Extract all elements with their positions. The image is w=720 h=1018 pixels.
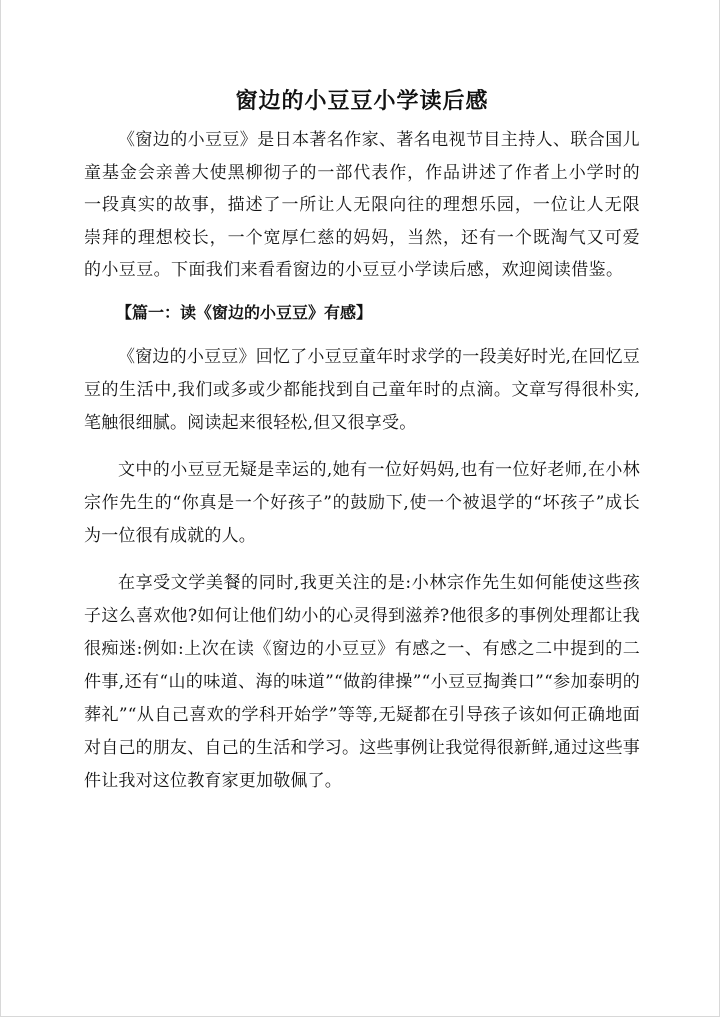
intro-paragraph: 《窗边的小豆豆》是日本著名作家、著名电视节目主持人、联合国儿童基金会亲善大使黑柳彻子的一部代表作，作品讲述了作者上小学时的一段真实的故事，描述了一所让人无限向往的理想乐园，一位让人无限崇拜的理想校长，一个宽厚仁慈的妈妈，当然，还有一个既淘气又可爱的小豆豆。下面我们来看看窗边的小豆豆小学读后感，欢迎阅读借鉴。 [84, 130, 640, 280]
body-paragraph-2: 文中的小豆豆无疑是幸运的,她有一位好妈妈,也有一位好老师,在小林宗作先生的“你真是一个好孩子”的鼓励下,使一个被退学的“坏孩子”成长为一位很有成就的人。 [84, 459, 640, 546]
body-paragraph-1: 《窗边的小豆豆》回忆了小豆豆童年时求学的一段美好时光,在回忆豆豆的生活中,我们或多或少都能找到自己童年时的点滴。文章写得很朴实,笔触很细腻。阅读起来很轻松,但又很享受。 [84, 346, 640, 433]
section-heading: 【篇一：读《窗边的小豆豆》有感】 [116, 302, 373, 322]
document-title: 窗边的小豆豆小学读后感 [235, 89, 489, 114]
document-body [84, 86, 640, 812]
body-paragraph-3: 在享受文学美餐的同时,我更关注的是:小林宗作先生如何能使这些孩子这么喜欢他?如何让他们幼小的心灵得到滋养?他很多的事例处理都让我很痴迷:例如:上次在读《窗边的小豆豆》有感之一、有感之二中提到的二件事,还有“山的味道、海的味道”“做韵律操”“小豆豆掏粪口”“参加泰明的葬礼”“从自己喜欢的学科开始学”等等,无疑都在引导孩子该如何正确地面对自己的朋友、自己的生活和学习。这些事例让我觉得很新鲜,通过这些事件让我对这位教育家更加敬佩了。 [84, 572, 641, 791]
